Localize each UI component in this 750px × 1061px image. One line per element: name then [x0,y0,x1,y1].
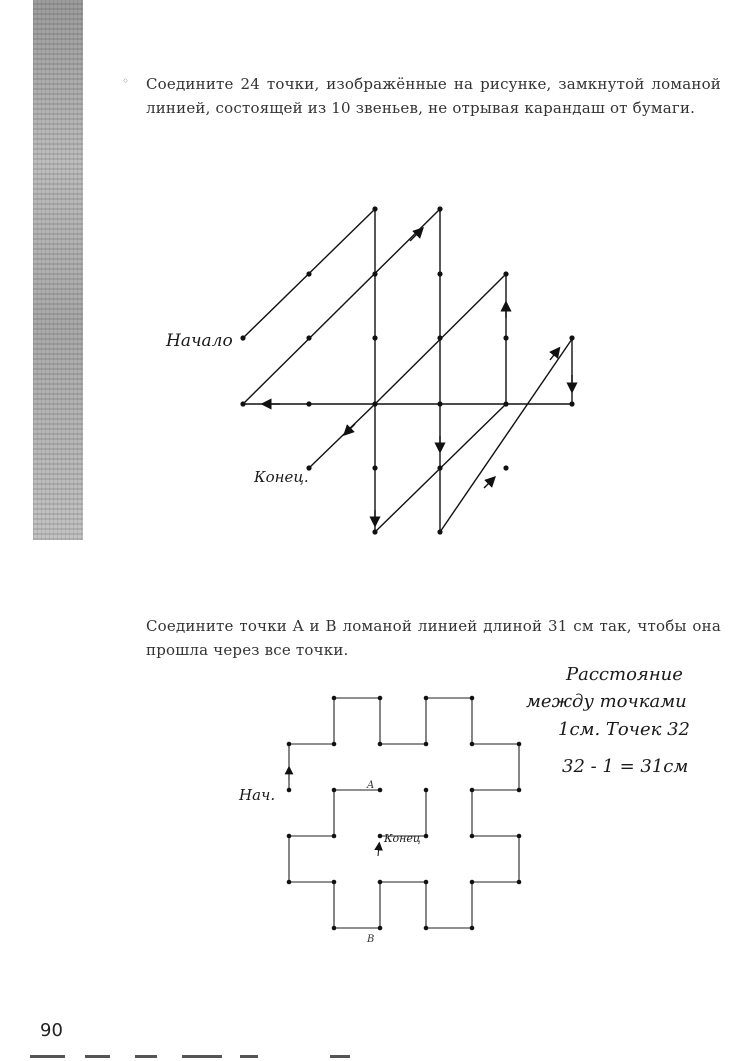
figure2-end-label: Конец [384,832,421,845]
figure1-end-label: Конец. [254,468,309,486]
task1-text: Соедините 24 точки, изображённые на рисунке, замкнутой ломаной линией, состоящей из 10 звеньев, не отрывая карандаш от бумаги. [146,75,721,117]
figure2-points [287,696,522,931]
figure1-arrows [266,231,572,522]
note-line-4: 32 - 1 = 31см [562,756,689,777]
note-line-2: между точками [526,691,687,712]
task2-text: Соедините точки A и B ломаной линией длиной 31 см так, чтобы она прошла через все точки. [146,617,721,659]
note-line-3: 1см. Точек 32 [558,719,690,740]
figure2-start-label: Нач. [239,786,276,804]
note-line-1: Расстояние [566,664,683,685]
page-number: 90 [40,1020,63,1041]
point-b-label: B [367,934,375,945]
point-a-label: A [367,780,375,791]
figure1-start-label: Начало [166,331,233,351]
task-mark-icon: ◦ [122,74,130,88]
figure2-path [289,698,519,928]
